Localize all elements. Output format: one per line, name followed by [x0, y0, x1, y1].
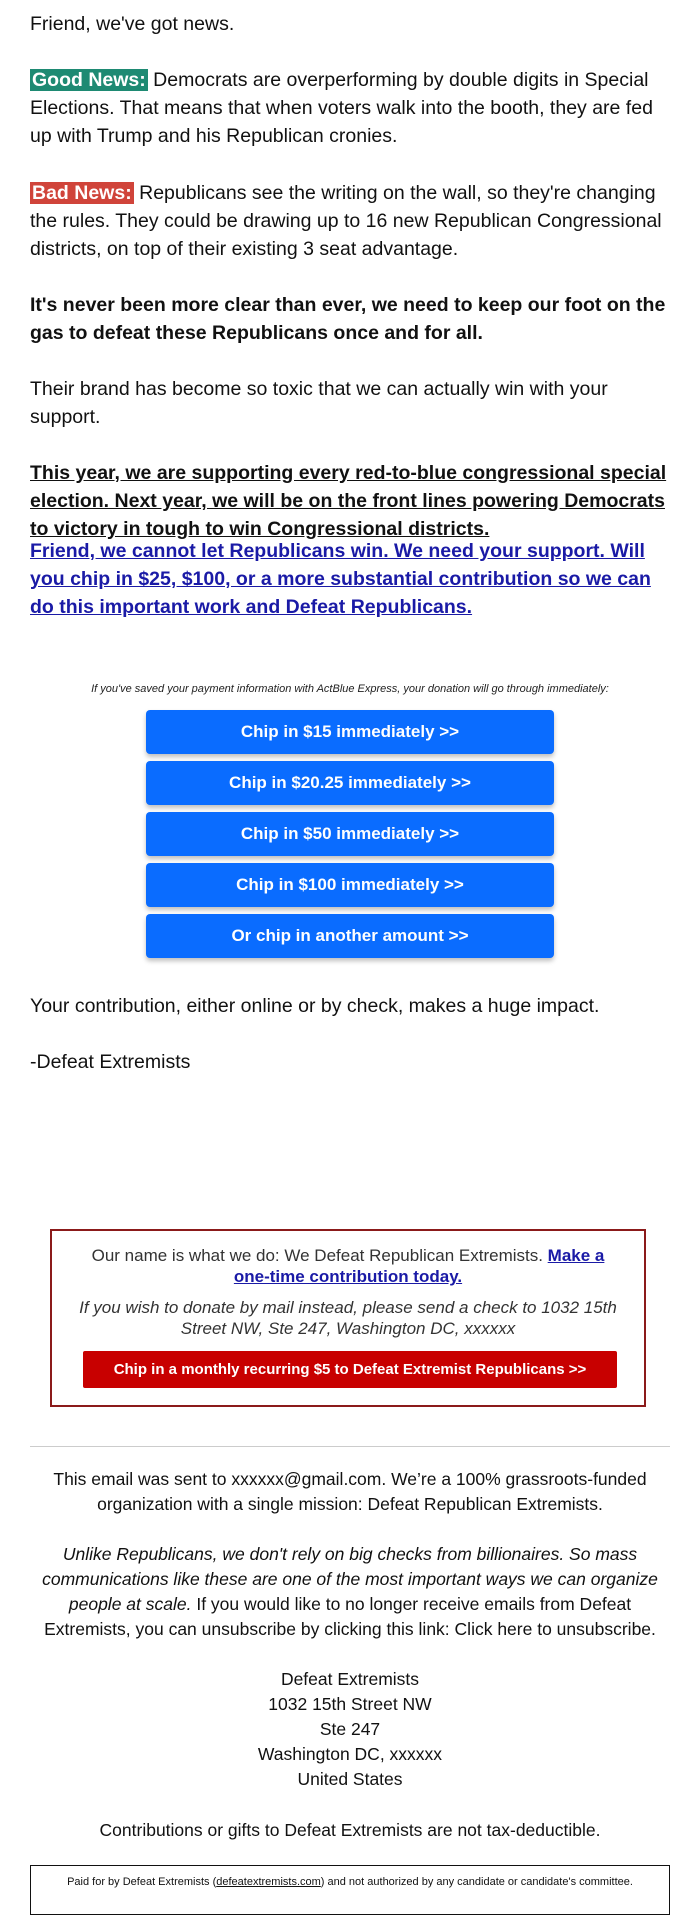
donate-100-button[interactable]: Chip in $100 immediately >>	[146, 863, 554, 907]
impact-line: Your contribution, either online or by check, makes a huge impact.	[30, 995, 600, 1017]
bad-news-paragraph	[30, 179, 670, 263]
donate-15-button[interactable]: Chip in $15 immediately >>	[146, 710, 554, 754]
actblue-express-note: If you've saved your payment information with ActBlue Express, your donation will go through immediately:	[91, 683, 609, 695]
mail-donation-note: If you wish to donate by mail instead, please send a check to 1032 15th Street NW, Ste 247, Washington DC, xxxxxx	[79, 1298, 617, 1338]
sent-to-note: This email was sent to xxxxxx@gmail.com. We’re a 100% grassroots-funded organization with a single mission: Defeat Republican Extremists.	[53, 1469, 647, 1514]
donate-50-button[interactable]: Chip in $50 immediately >>	[146, 812, 554, 856]
address-line-suite: Ste 247	[319, 1719, 381, 1739]
contribution-box	[50, 1229, 646, 1407]
paid-for-prefix: Paid for by Defeat Extremists (	[67, 1876, 217, 1888]
signature: -Defeat Extremists	[30, 1051, 191, 1073]
paid-for-disclaimer	[30, 1865, 670, 1915]
donate-button-group	[146, 710, 554, 965]
address-line-org: Defeat Extremists	[280, 1669, 420, 1689]
bad-news-tag: Bad News:	[32, 182, 132, 204]
good-news-text: Democrats are overperforming by double digits in Special Elections. That means that when voters walk into the booth, they are fed up with Trump and his Republican cronies.	[30, 69, 653, 147]
website-link[interactable]: defeatextremists.com	[216, 1876, 321, 1888]
bold-paragraph: It's never been more clear than ever, we need to keep our foot on the gas to defeat these Republicans once and for all.	[30, 294, 666, 344]
unlike-republicans-text: Unlike Republicans, we don't rely on big checks from billionaires. So mass communications like these are one of the most important ways we can organize people at scale.	[42, 1544, 658, 1614]
greeting: Friend, we've got news.	[30, 13, 235, 35]
support-link[interactable]: Friend, we cannot let Republicans win. We need your support. Will you chip in $25, $100, or a more substantial contribution so we can do this important work and Defeat Republicans.	[30, 540, 651, 618]
underlined-paragraph: This year, we are supporting every red-to-blue congressional special election. Next year, we will be on the front lines powering Democrats to victory in tough to win Congressional districts.	[30, 462, 667, 540]
footer-divider	[30, 1446, 670, 1447]
unsubscribe-link[interactable]: Click here to unsubscribe.	[454, 1619, 656, 1639]
mailing-address	[30, 1667, 670, 1792]
brand-paragraph: Their brand has become so toxic that we can actually win with your support.	[30, 378, 608, 428]
tax-note: Contributions or gifts to Defeat Extremists are not tax-deductible.	[99, 1820, 601, 1840]
address-line-city: Washington DC, xxxxxx	[257, 1744, 443, 1764]
box-mission-line	[72, 1245, 624, 1287]
one-time-contribution-link[interactable]: Make a one-time contribution today.	[233, 1246, 605, 1286]
support-paragraph	[30, 537, 670, 621]
good-news-paragraph	[30, 66, 670, 150]
address-line-country: United States	[297, 1769, 403, 1789]
unsubscribe-text: If you would like to no longer receive emails from Defeat Extremists, you can unsubscribe by clicking this link:	[44, 1594, 632, 1639]
address-line-street: 1032 15th Street NW	[268, 1694, 432, 1714]
paid-for-suffix: ) and not authorized by any candidate or candidate's committee.	[320, 1876, 633, 1888]
unsubscribe-paragraph	[30, 1542, 670, 1642]
bad-news-text: Republicans see the writing on the wall, so they're changing the rules. They could be drawing up to 16 new Republican Congressional districts, on top of their existing 3 seat advantage.	[30, 182, 662, 260]
box-mission-text: Our name is what we do: We Defeat Republican Extremists.	[91, 1246, 548, 1265]
good-news-tag: Good News:	[32, 69, 146, 91]
donate-20-25-button[interactable]: Chip in $20.25 immediately >>	[146, 761, 554, 805]
monthly-recurring-button[interactable]: Chip in a monthly recurring $5 to Defeat Extremist Republicans >>	[83, 1351, 617, 1388]
donate-other-amount-button[interactable]: Or chip in another amount >>	[146, 914, 554, 958]
